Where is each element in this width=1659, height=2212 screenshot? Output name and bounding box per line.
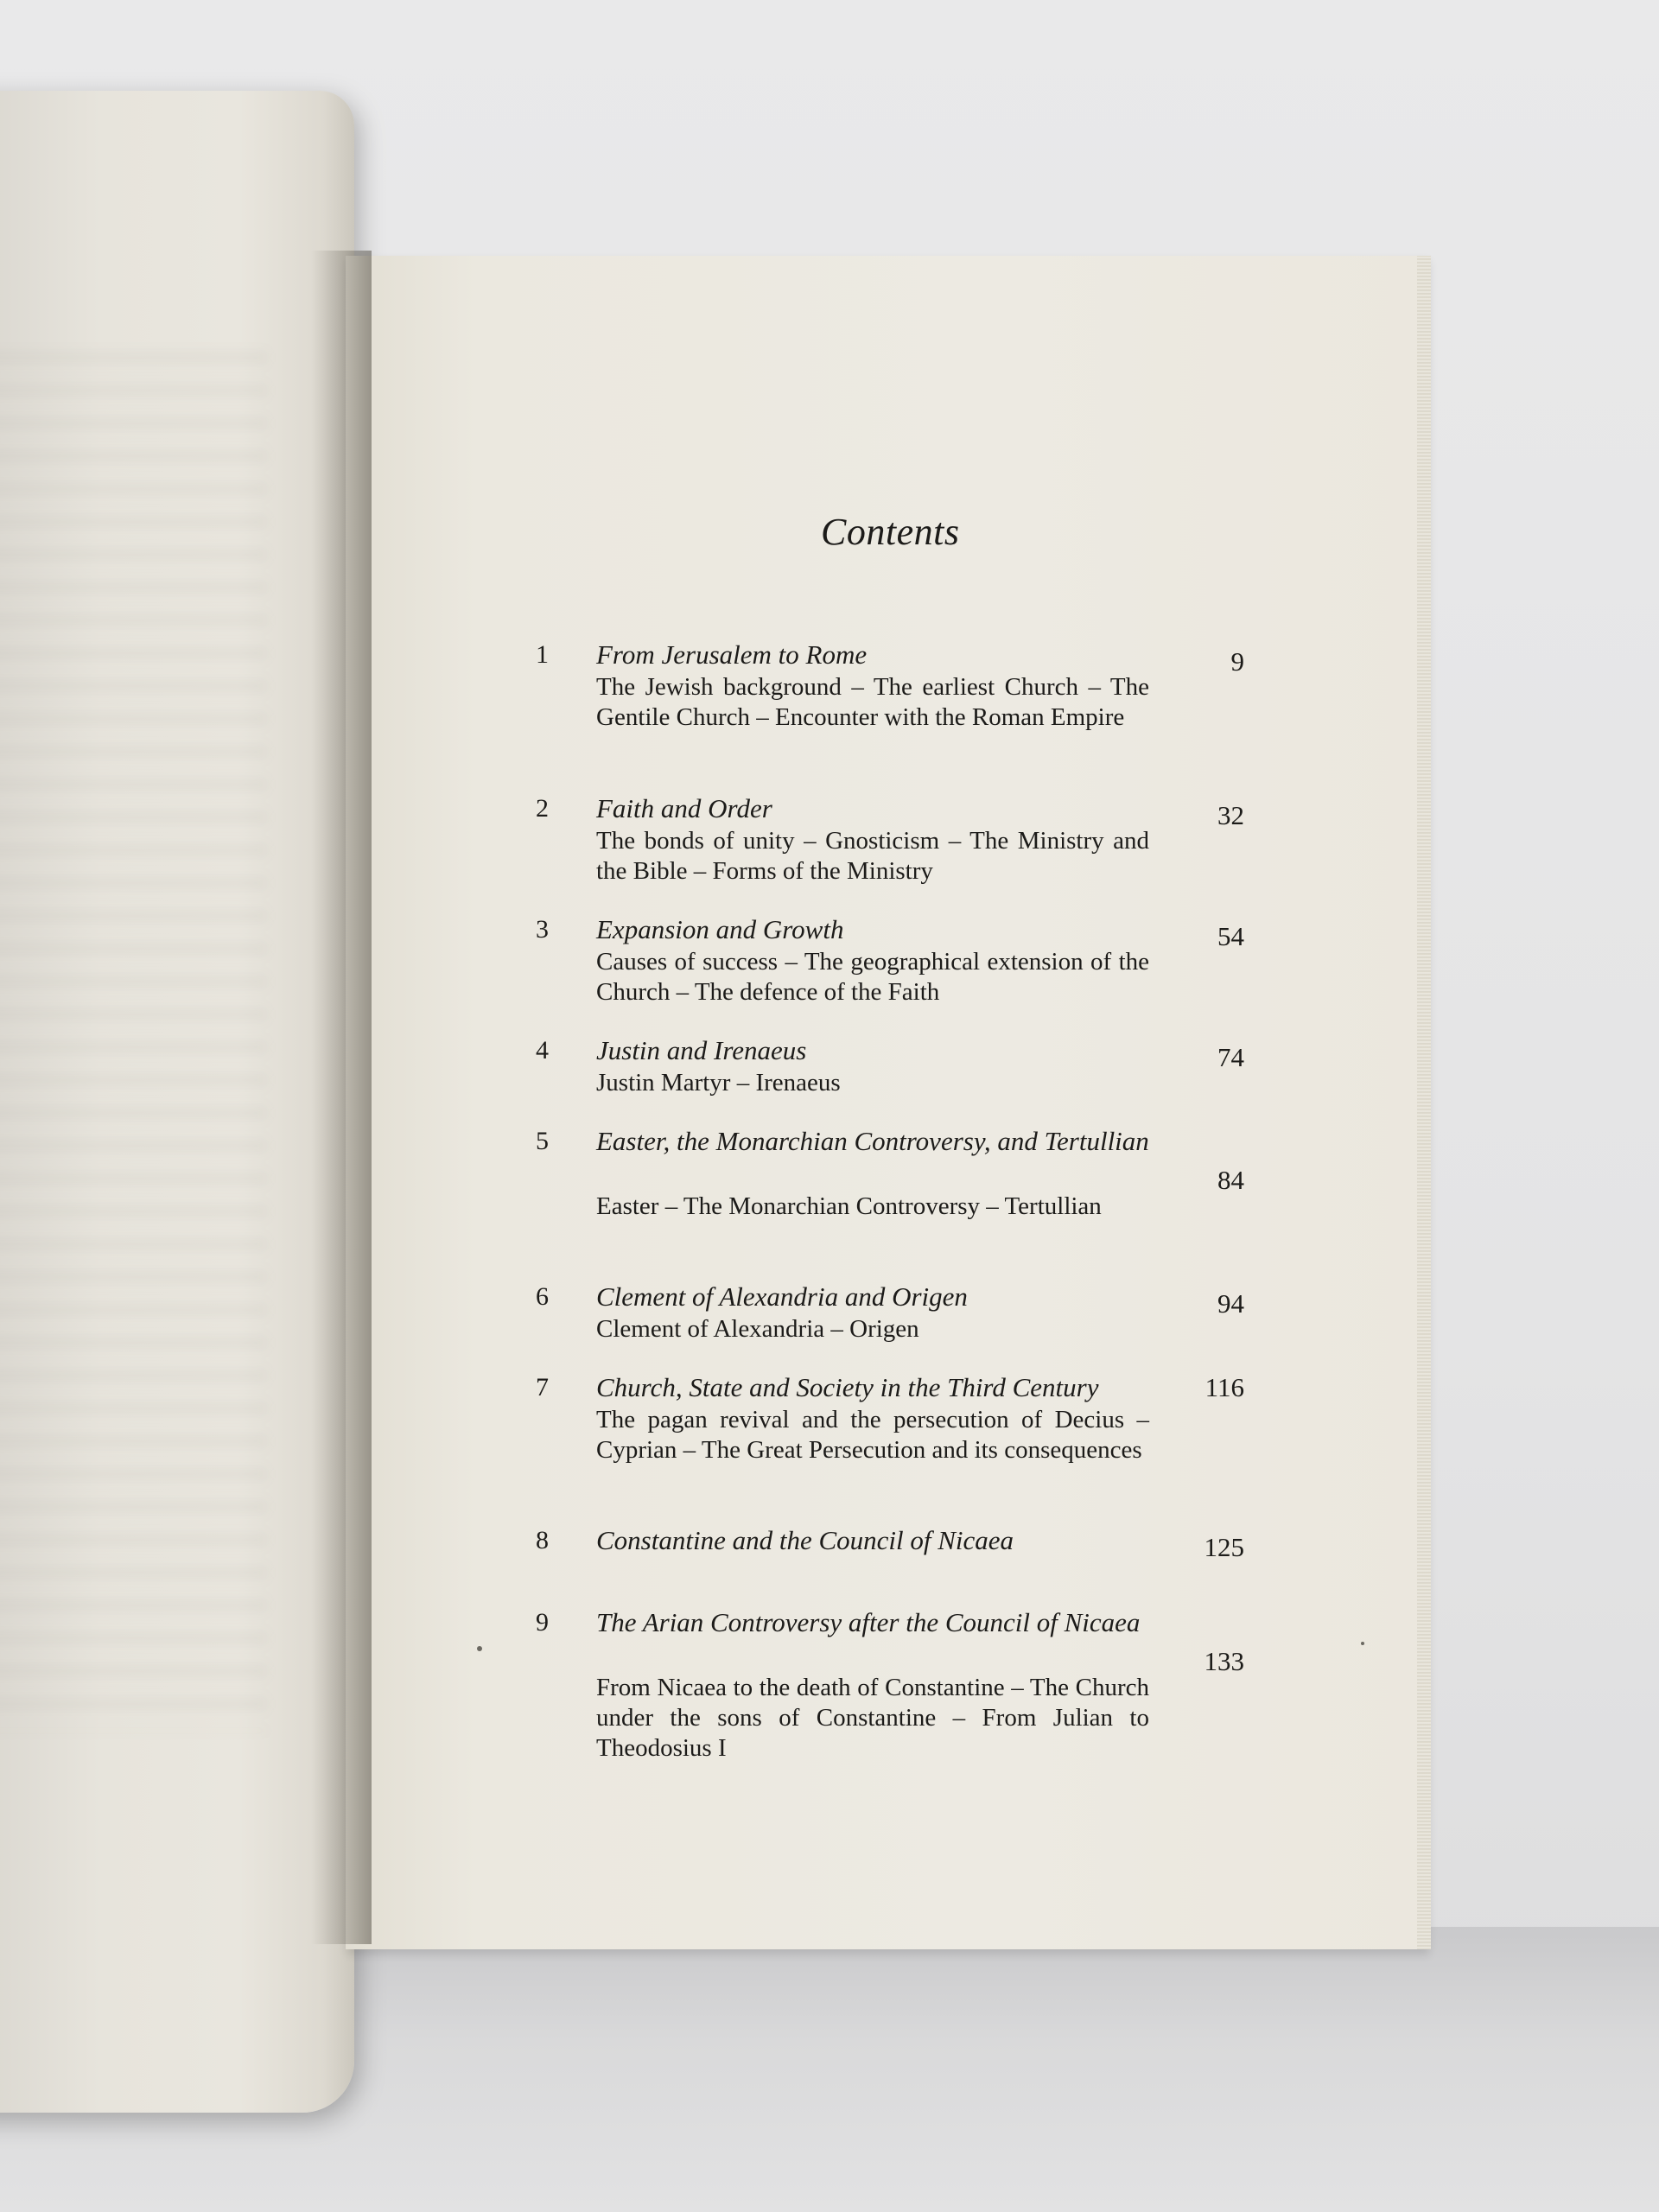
chapter-title: Easter, the Monarchian Controversy, and Tertullian — [596, 1126, 1149, 1156]
speck — [477, 1646, 482, 1651]
page-number: 9 — [1230, 646, 1244, 677]
chapter-number: 5 — [536, 1127, 549, 1155]
chapter-description: Easter – The Monarchian Controversy – Tertullian — [596, 1192, 1102, 1220]
page-number: 54 — [1217, 921, 1244, 951]
chapter-number: 6 — [536, 1282, 549, 1311]
page-number: 74 — [1217, 1042, 1244, 1072]
chapter-title: Justin and Irenaeus — [596, 1035, 807, 1065]
speck — [1361, 1642, 1364, 1645]
page-number: 116 — [1205, 1372, 1244, 1402]
contents-heading: Contents — [821, 511, 960, 553]
chapter-number: 1 — [536, 640, 549, 669]
chapter-title: Clement of Alexandria and Origen — [596, 1281, 968, 1312]
chapter-number: 3 — [536, 915, 549, 944]
page-number: 125 — [1204, 1532, 1244, 1562]
left-page — [0, 91, 354, 2113]
page-number: 84 — [1217, 1165, 1244, 1195]
book-gutter — [311, 251, 372, 1944]
chapter-title: The Arian Controversy after the Council of Nicaea — [596, 1607, 1141, 1637]
chapter-number: 4 — [536, 1036, 549, 1065]
chapter-title: Faith and Order — [596, 793, 772, 823]
bleed-through-text — [0, 350, 268, 1732]
chapter-number: 7 — [536, 1373, 549, 1402]
page-edges — [1417, 256, 1431, 1949]
chapter-description: The Jewish background – The earliest Church – The Gentile Church – Encounter with the Roman Empire — [596, 673, 1149, 731]
chapter-title: From Jerusalem to Rome — [596, 639, 868, 670]
page-number: 94 — [1217, 1288, 1244, 1319]
chapter-description: Justin Martyr – Irenaeus — [596, 1069, 841, 1096]
chapter-number: 9 — [536, 1608, 549, 1637]
chapter-description: The bonds of unity – Gnosticism – The Ministry and the Bible – Forms of the Ministry — [596, 827, 1149, 885]
page-number: 133 — [1204, 1646, 1244, 1676]
chapter-description: Causes of success – The geographical extension of the Church – The defence of the Faith — [596, 948, 1149, 1006]
chapter-description: From Nicaea to the death of Constantine – The Church under the sons of Constantine – From Julian to Theodosius I — [596, 1674, 1149, 1762]
chapter-title: Constantine and the Council of Nicaea — [596, 1525, 1014, 1555]
chapter-description: Clement of Alexandria – Origen — [596, 1315, 919, 1343]
chapter-description: The pagan revival and the persecution of Decius – Cyprian – The Great Persecution and its consequences — [596, 1406, 1149, 1464]
chapter-number: 2 — [536, 794, 549, 823]
page-number: 32 — [1217, 800, 1244, 830]
chapter-title: Church, State and Society in the Third Century — [596, 1372, 1099, 1402]
chapter-title: Expansion and Growth — [596, 914, 844, 944]
chapter-number: 8 — [536, 1526, 549, 1554]
